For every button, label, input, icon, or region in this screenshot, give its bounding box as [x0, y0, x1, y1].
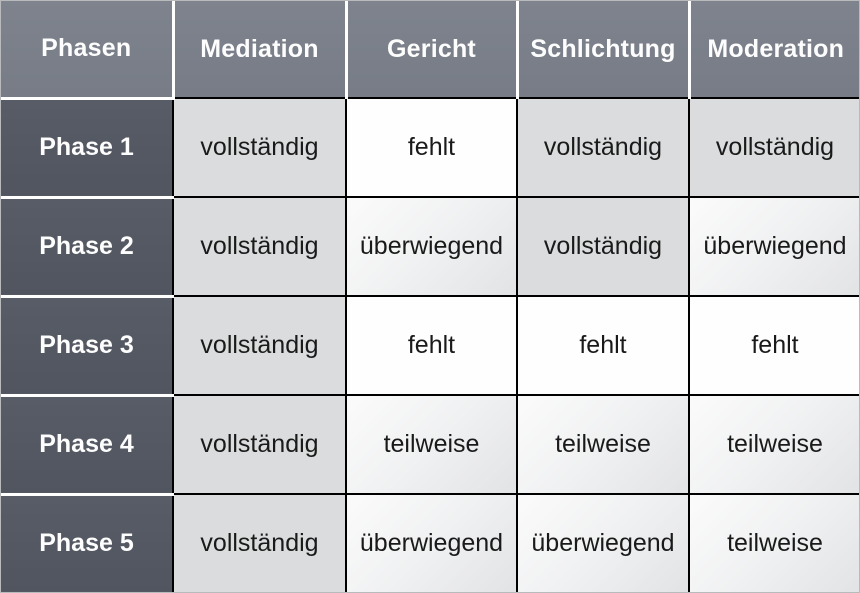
status-cell: vollständig: [689, 98, 860, 197]
row-header-phase-4: Phase 4: [1, 395, 173, 494]
table-row-phase-4: [1, 395, 860, 494]
status-cell: fehlt: [346, 98, 517, 197]
table-row-phase-1: [1, 98, 860, 197]
table-header: [1, 1, 860, 98]
status-cell: überwiegend: [346, 197, 517, 296]
status-cell: vollständig: [173, 494, 346, 593]
status-cell: vollständig: [517, 98, 689, 197]
column-header-gericht: Gericht: [346, 1, 517, 98]
phases-status-table: [1, 1, 860, 593]
table-row-phase-3: [1, 296, 860, 395]
table-row-phase-5: [1, 494, 860, 593]
row-header-phase-1: Phase 1: [1, 98, 173, 197]
status-cell: vollständig: [173, 98, 346, 197]
status-cell: überwiegend: [689, 197, 860, 296]
row-header-phase-5: Phase 5: [1, 494, 173, 593]
status-cell: überwiegend: [346, 494, 517, 593]
status-cell: vollständig: [173, 296, 346, 395]
table-row-phase-2: [1, 197, 860, 296]
status-cell: teilweise: [689, 494, 860, 593]
header-row: [1, 1, 860, 98]
status-cell: teilweise: [517, 395, 689, 494]
row-header-phase-3: Phase 3: [1, 296, 173, 395]
column-header-schlichtung: Schlichtung: [517, 1, 689, 98]
status-cell: fehlt: [689, 296, 860, 395]
status-cell: teilweise: [689, 395, 860, 494]
status-cell: überwiegend: [517, 494, 689, 593]
status-cell: vollständig: [173, 395, 346, 494]
status-cell: vollständig: [517, 197, 689, 296]
column-header-moderation: Moderation: [689, 1, 860, 98]
corner-header-phasen: Phasen: [1, 1, 173, 98]
status-cell: teilweise: [346, 395, 517, 494]
status-cell: fehlt: [346, 296, 517, 395]
status-cell: fehlt: [517, 296, 689, 395]
column-header-mediation: Mediation: [173, 1, 346, 98]
row-header-phase-2: Phase 2: [1, 197, 173, 296]
table-body: [1, 98, 860, 593]
status-cell: vollständig: [173, 197, 346, 296]
